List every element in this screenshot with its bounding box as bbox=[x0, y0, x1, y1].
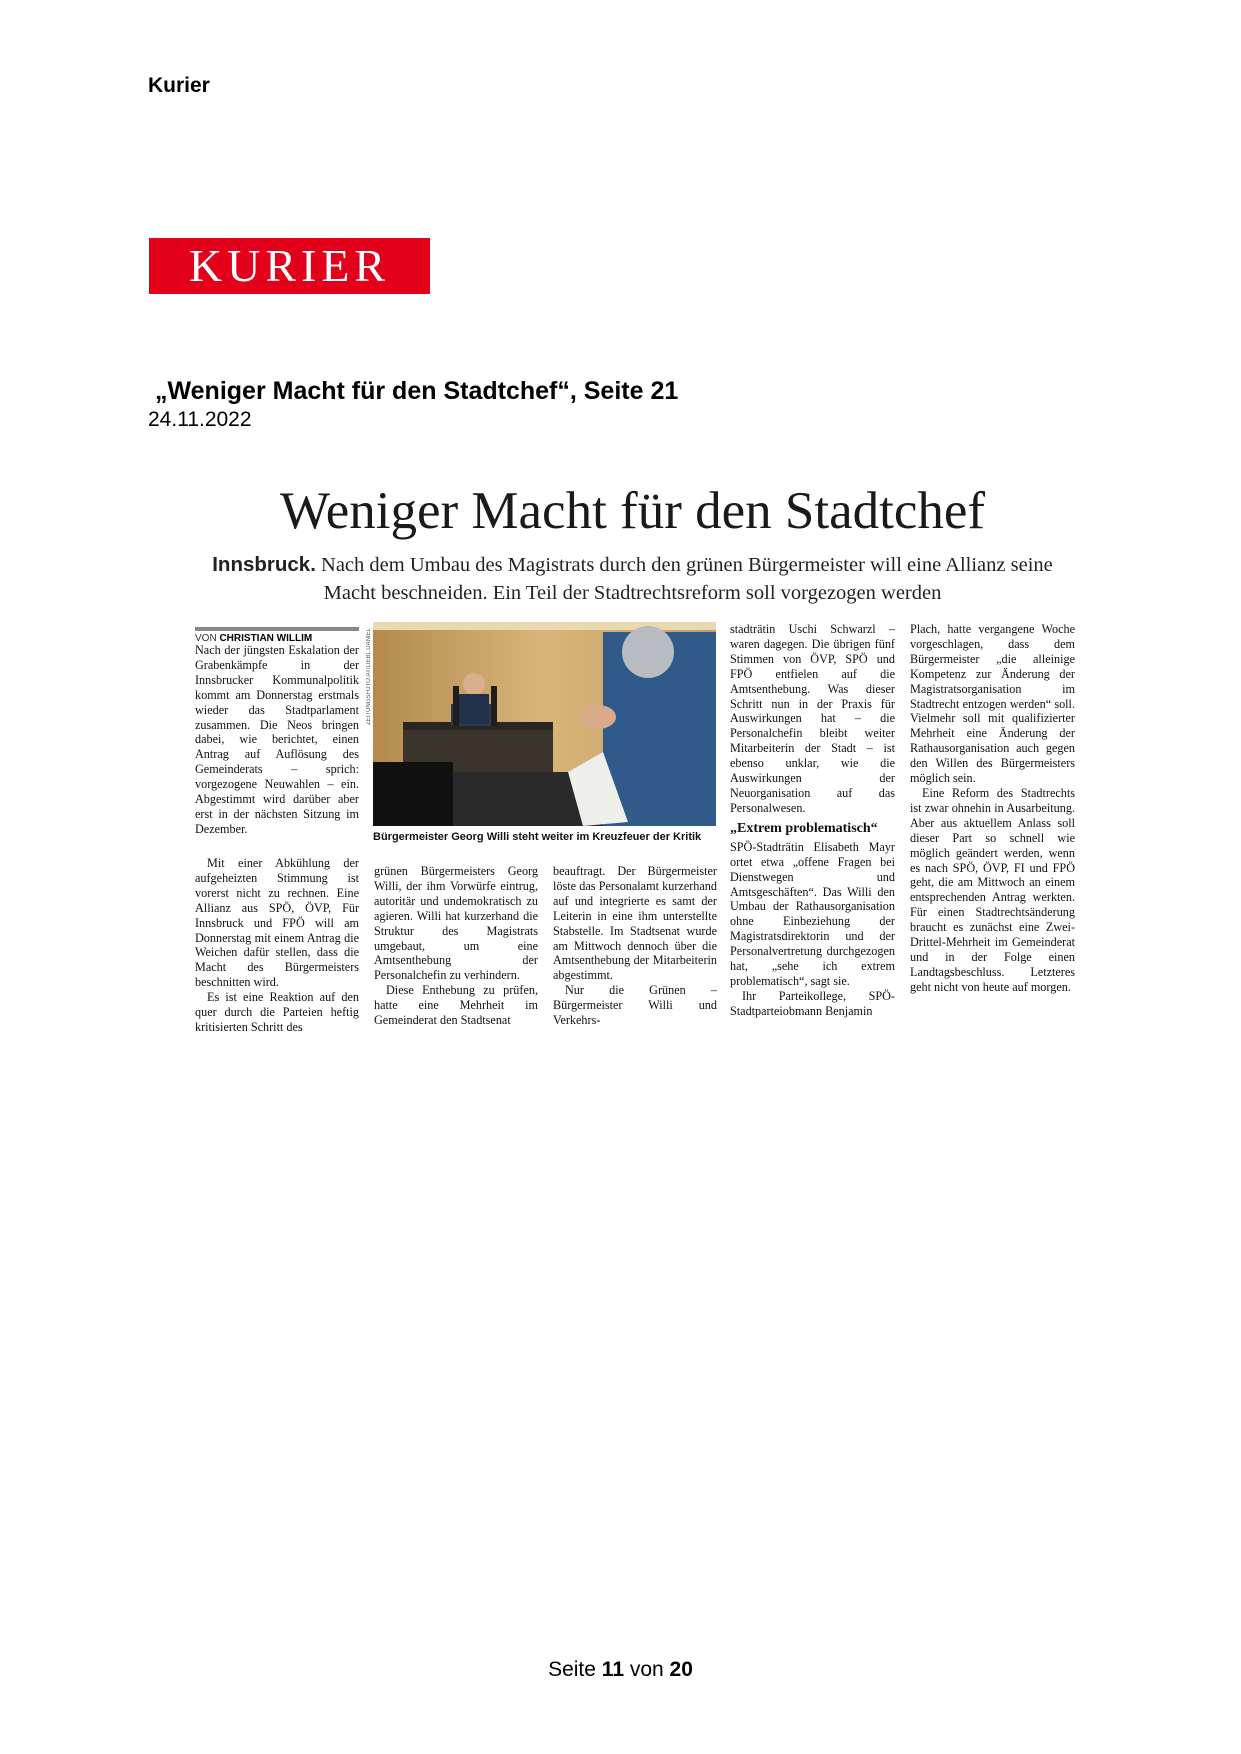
column-1 bbox=[195, 643, 359, 837]
column-2 bbox=[374, 864, 538, 1028]
paragraph: Nach der jüngsten Eskalation der Grabenkämpfe in der Innsbrucker Kommunalpolitik kommt am Donnerstag erstmals wieder das Stadtparlament zusammen. Die Neos bringen dabei, wie berichtet, einen Antrag auf Auflösung des Gemeinderats – sprich: vorgezogene Neuwahlen – ein. Abgestimmt wird darüber aber erst in der nächsten Sitzung im Dezember. bbox=[195, 643, 359, 836]
footer-page-total: 20 bbox=[669, 1658, 693, 1681]
article-date: 24.11.2022 bbox=[148, 408, 252, 431]
article-photo bbox=[373, 622, 716, 826]
logo-text: KURIER bbox=[188, 240, 391, 291]
article-deck bbox=[210, 551, 1055, 607]
column-1-lower bbox=[195, 856, 359, 1035]
kurier-logo bbox=[149, 238, 430, 294]
paragraph: Eine Reform des Stadtrechts ist zwar ohnehin in Ausarbeitung. Aber aus aktuellem Anlass soll dieser Part so schnell wie möglich geändert werden, wenn es nach SPÖ, ÖVP, FI und FPÖ geht, die am Mittwoch an einem entsprechenden Antrag werkten. Für einen Stadtrechtsänderung braucht es zunächst eine Zwei-Drittel-Mehrheit im Gemeinderat und in der Folge einen Landtagsbeschluss. Letzteres geht nicht von heute auf morgen. bbox=[910, 785, 1075, 994]
footer-page-number: 11 bbox=[601, 1658, 624, 1681]
author-prefix: VON bbox=[195, 633, 217, 644]
footer-prefix: Seite bbox=[548, 1658, 596, 1681]
paragraph: beauftragt. Der Bürgermeister löste das Personalamt kurzerhand auf und integrierte es samt der Leiterin in eine ihm unterstellte Stabstelle. Im Stadtsenat wurde am Mittwoch dennoch über die Amtsenthebung der Mitarbeiterin abgestimmt. bbox=[553, 864, 717, 983]
newspaper-clipping bbox=[190, 480, 1075, 1034]
paragraph: stadträtin Uschi Schwarzl – waren dagegen. Die übrigen fünf Stimmen von ÖVP, SPÖ und FPÖ entfielen auf die Amtsenthebung. Was dieser Schritt nun in der Praxis für Auswirkungen hat – die Personalchefin bleibt weiter Mitarbeiterin der Stadt – ist ebenso unklar, wie die Auswirkungen der Neuorganisation auf das Personalwesen. bbox=[730, 622, 895, 815]
paragraph: SPÖ-Stadträtin Elisabeth Mayr ortet etwa „offene Fragen bei Dienstwegen und Amtsgeschäften“. Das Willi den Umbau der Rathausorganisation ohne Einbeziehung der Magistratsdirektorin und der Personalvertretung durchgezogen hat, „sehe ich extrem problematisch“, sagt sie. bbox=[730, 839, 895, 988]
deck-text: Nach dem Umbau des Magistrats durch den grünen Bürgermeister will eine Allianz seine Macht beschneiden. Ein Teil der Stadtrechtsreform soll vorgezogen werden bbox=[321, 554, 1053, 604]
paragraph: Ihr Parteikollege, SPÖ-Stadtparteiobmann Benjamin bbox=[730, 988, 895, 1018]
paragraph: Mit einer Abkühlung der aufgeheizten Stimmung ist vorerst nicht zu rechnen. Eine Allianz aus SPÖ, ÖVP, Für Innsbruck und FPÖ will am Donnerstag mit einem Antrag die Weichen dafür stellen, dass die Macht des Bürgermeisters beschnitten wird. bbox=[195, 856, 359, 990]
column-3 bbox=[553, 864, 717, 1028]
publication-name: Kurier bbox=[148, 74, 210, 97]
paragraph: grünen Bürgermeisters Georg Willi, der ihm Vorwürfe eintrug, autoritär und undemokratisch zu agieren. Willi hat kurzerhand die Struktur des Magistrats umgebaut, um eine Amtsenthebung der Personalchefin zu verhindern. bbox=[374, 864, 538, 983]
article-reference-title: „Weniger Macht für den Stadtchef“, Seite 21 bbox=[155, 377, 679, 405]
paragraph: Nur die Grünen – Bürgermeister Willi und Verkehrs- bbox=[553, 983, 717, 1028]
paragraph: Diese Enthebung zu prüfen, hatte eine Mehrheit im Gemeinderat den Stadtsenat bbox=[374, 983, 538, 1028]
page-footer bbox=[0, 1658, 1241, 1682]
photo-caption: Bürgermeister Georg Willi steht weiter im Kreuzfeuer der Kritik bbox=[373, 831, 702, 843]
photo-illustration bbox=[373, 622, 716, 826]
column-4 bbox=[730, 622, 895, 1019]
author-rule bbox=[195, 627, 359, 631]
article-subhead: „Extrem problematisch“ bbox=[730, 820, 878, 836]
footer-sep: von bbox=[629, 1658, 664, 1681]
photo-credit: ZEITUNGSFOTO.AT/LIEBL DANIEL bbox=[366, 628, 372, 725]
column-5 bbox=[910, 622, 1075, 995]
deck-place: Innsbruck. bbox=[212, 553, 316, 576]
paragraph: Es ist eine Reaktion auf den quer durch die Parteien heftig kritisierten Schritt des bbox=[195, 990, 359, 1034]
paragraph: Plach, hatte vergangene Woche vorgeschlagen, dass dem Bürgermeister „die alleinige Kompetenz zur Änderung der Magistratsorganisation im Stadtrecht entzogen werden“ soll. Vielmehr soll mit qualifizierter Mehrheit eine Änderung der Rathausorganisation auch gegen den Willen des Bürgermeisters möglich sein. bbox=[910, 622, 1075, 786]
article-headline: Weniger Macht für den Stadtchef bbox=[279, 482, 986, 540]
author-name: CHRISTIAN WILLIM bbox=[219, 633, 313, 644]
